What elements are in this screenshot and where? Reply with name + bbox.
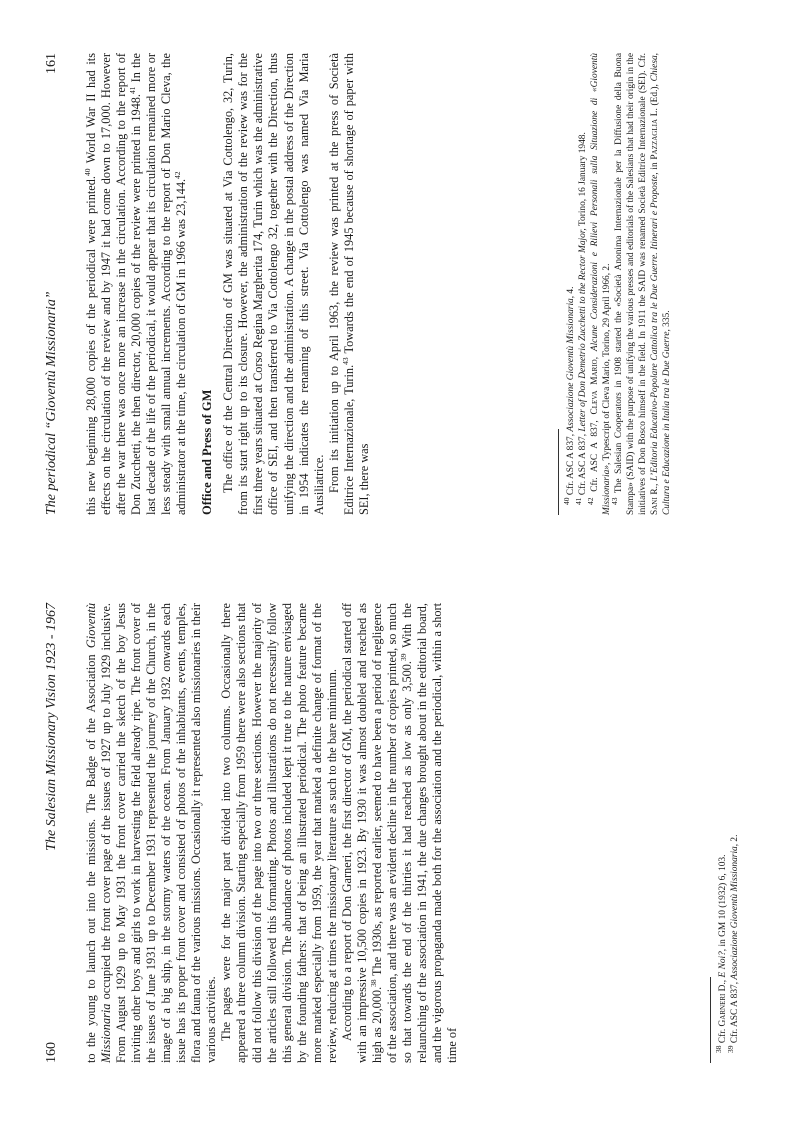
footnote-ref: 38 — [368, 979, 378, 987]
footnote: $^{38}$ Cfr. Garneri D., E Noi?, in GM 10 (1932) 6, 103. — [713, 854, 728, 1053]
right-page — [0, 0, 793, 561]
paragraph: to the young to launch out into the missions. The Badge of the Association Gioventù Missionaria occupied the front cover page of the issues of 1927 up to July 1929 inclusive. From August 1929 up to May 1931 the front cover carried the sketch of the boy Jesus inviting other boys and girls to work in harvesting the field already ripe. The front cover of the issues of June 1931 up to December 1931 represented the journey of the Church, in the image of a big ship, in the stormy waters of the ocean. From January 1932 onwards each issue has its proper front cover and consisted of photos of the inhabitants, events, temples, flora and fauna of the various missions. Occasionally it represented also missionaries in their various activities. — [84, 603, 219, 1063]
running-head — [42, 603, 62, 1063]
footnote: $^{42}$ Cfr. ASC A 837, Cleva Mario, Alcune Considerazioni e Rilievi Personali sulla Situazione di «Gioventù Missionaria», Typescript of Cleva Mario, Torino, 29 April 1966, 2. — [585, 53, 612, 515]
section-heading: Office and Press of GM — [200, 389, 215, 515]
footnote-rule — [710, 977, 711, 1063]
footnotes — [710, 603, 741, 1063]
paragraph: From its initiation up to April 1963, the review was printed at the press of Società Editrice Internazionale, Turin.$^{43}$ Towards the end of 1945 because of shortage of paper with SEI, there was — [326, 53, 371, 515]
footnote-ref: 41 — [128, 86, 138, 94]
paragraph: The office of the Central Direction of GM was situated at Via Cottolengo, 32, Turin, from its start right up to its closure. However, the administration of the review was for the first three years situated at Corso Regina Margherita 174, Turin which was the administrative office of SEI, and then transferred to Via Cottolengo 32, together with the Direction, thus unifying the direction and the administration. A change in the postal address of the Direction in 1954 indicates the renaming of this street. Via Cottolengo was named Via Maria Ausiliatrice. — [221, 53, 326, 515]
running-title: The periodical “Gioventù Missionaria” — [44, 291, 59, 515]
page-number: 161 — [44, 53, 59, 74]
paragraph: The pages were for the major part divided into two columns. Occasionally there appeared a three column division. Starting especially from 1959 there were also sections that did not follow this division of the page into two or three sections. However the majority of the articles still followed this formatting. Photos and illustrations do not necessarily follow this general division. The abundance of photos included kept it true to the nature envisaged by the founding fathers: that of being an illustrated periodical. The photo feature became more marked especially from 1959, the year that marked a definite change of format of the review, reducing at times the missionary literature as such to the bare minimum. — [219, 603, 339, 1063]
footnote-ref: 40 — [82, 168, 92, 177]
footnotes — [558, 53, 673, 515]
page-number: 160 — [44, 1042, 59, 1063]
paragraph: According to a report of Don Garneri, the first director of GM, the periodical started off with an impressive 10,500 copies in 1923. By 1930 it was almost doubled and reached as high as 20,000.38 The 1930s, as reported earlier, seemed to have been a period of negligence of the association, and there was an evident decline in the number of copies printed, so much so that towards the end of the thirties it had reached as low as only 3,500.39 With the relaunching of the association in 1941, the due changes brought about in the editorial board, and the vigorous propaganda made both for the association and the periodical, within a short time of — [339, 603, 460, 1063]
footnote-rule — [558, 429, 559, 515]
left-page — [0, 562, 793, 1123]
paragraph: this new beginning 28,000 copies of the periodical were printed.$^{40}$ World War II had its effects on the circulation of the review and by 1947 it had come down to 17,000. However after the war there was once more an increase in the circulation. According to the report of Don Zucchetti, the then director, 20,000 copies of the review were printed in 1948.41 In the last decade of the life of the periodical, it would appear that its circulation remained more or less steady with small annual increments. According to the report of Don Mario Cleva, the administrator at the time, the circulation of GM in 1966 was 23,144.42 — [82, 53, 189, 515]
body-text — [84, 603, 460, 1063]
footnote: $^{43}$ The Salesian Cooperators in 1908 started the «Società Anonima Internazionale per la Diffusione della Buona Stampa» (SAID) with the purpose of unifying the various presses and editorials of the Salesians that had their origin in the initiatives of Don Bosco himself in the field. In 1911 the SAID was renamed Società Editrice Internazionale (SEI). Cfr. Sani R., L’Editoria Educativo-Popolare Cattolica tra le Due Guerre. Itinerari e Proposte, in Pazzaglia L. (Ed.), Chiesa, Cultura e Educazione in Italia tra le Due Guerre, 335. — [609, 52, 672, 515]
footnote-ref: 43 — [340, 357, 350, 365]
footnote: $^{41}$ Cfr. ASC A 837, Letter of Don Demetrio Zucchetti to the Rector Major, Torino, 16 January 1948. — [573, 132, 588, 505]
footnote-ref: 39 — [398, 653, 408, 662]
running-title: The Salesian Missionary Vision 1923 - 1967 — [44, 603, 59, 851]
footnote: $^{40}$ Cfr. ASC A 837, Associazione Gioventù Missionaria, 4. — [561, 286, 576, 505]
footnote: $^{39}$ Cfr. ASC A 837, Associazione Gioventù Missionaria, 2. — [725, 834, 740, 1053]
running-head — [42, 53, 62, 515]
body-text — [84, 53, 372, 515]
footnote-ref: 42 — [173, 171, 183, 179]
